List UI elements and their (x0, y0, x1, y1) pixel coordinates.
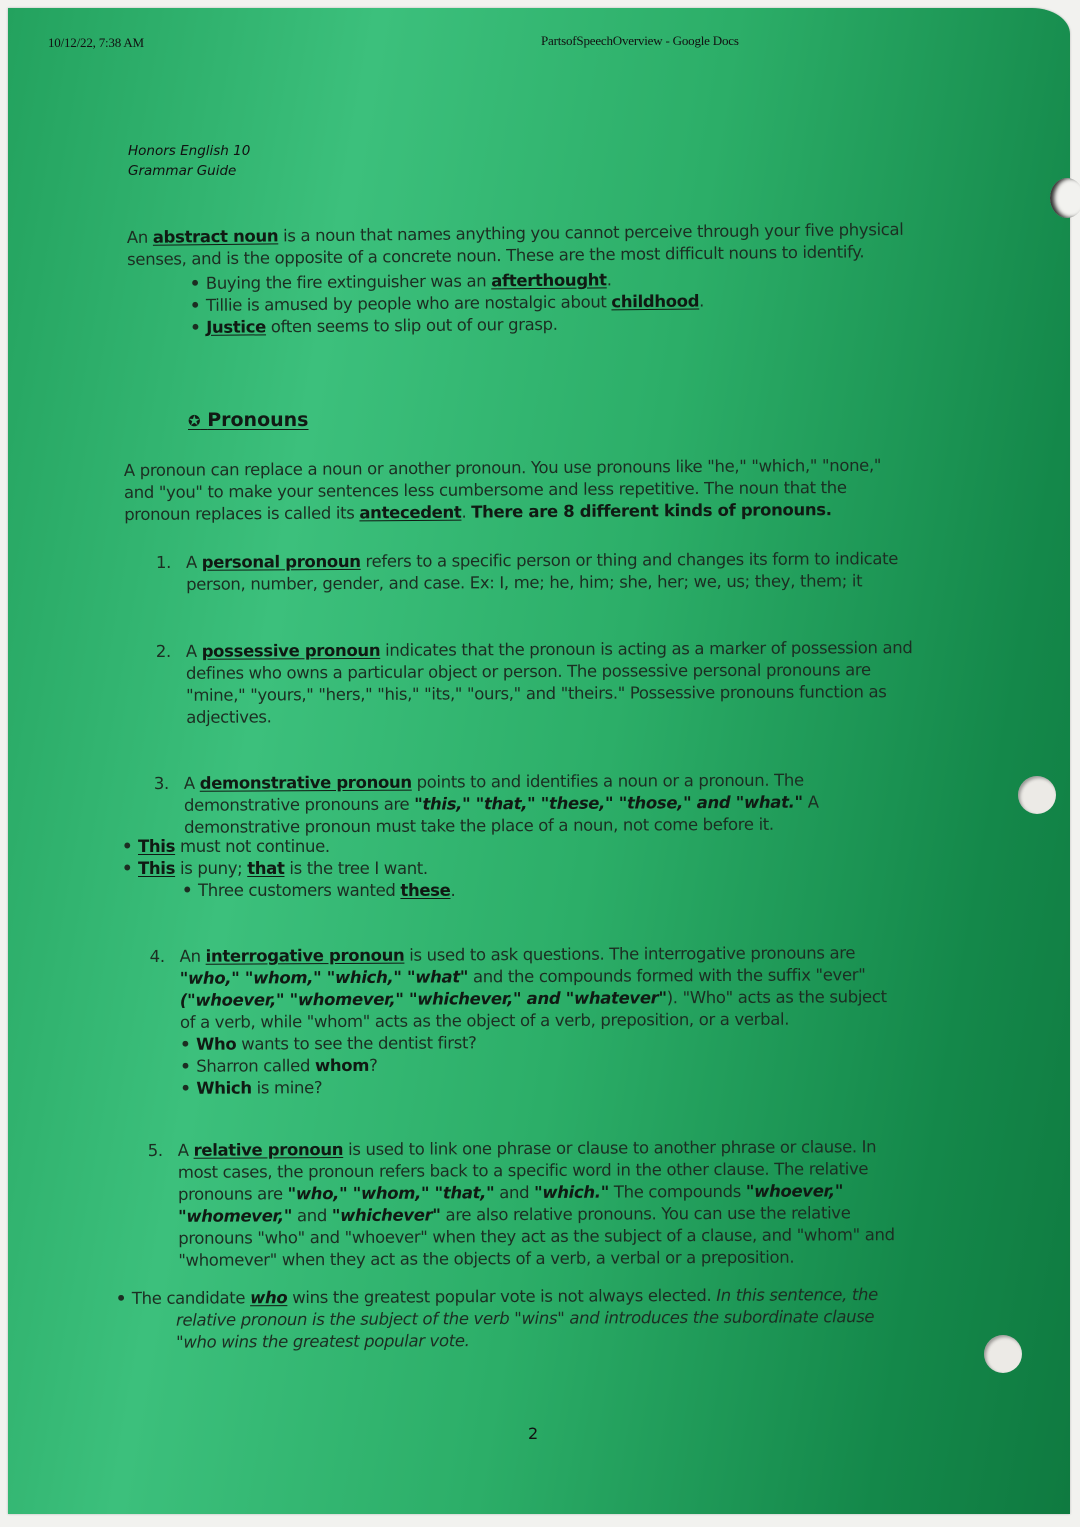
list-item: • Tillie is amused by people who are nostalgic about childhood. (190, 291, 704, 317)
abstract-noun-examples (190, 269, 705, 339)
star-circle-icon: ✪ (188, 412, 201, 430)
pronoun-type-possessive: 2. A possessive pronoun indicates that the pronoun is acting as a marker of possession and defines who owns a particular object or person. The possessive personal pronouns are "mine," "yours," "hers," "his," "its," "ours," and "theirs." Possessive pronouns function as adjectives. (155, 638, 913, 727)
course-subtitle: Grammar Guide (128, 163, 237, 179)
pronoun-type-relative: 5. A relative pronoun is used to link one phrase or clause to another phrase or clause. In most cases, the pronoun refers back to a specific word in the other clause. The relative pronouns are "who," "whom," "that," and "which." The compounds "whoever," "whomever," and "whichever" are also relative pronouns. You can use the relative pronouns "who" and "whoever" when they act as the subject of a clause, and "whom" and "whomever" when they act as the objects of a verb, a verbal or a preposition. (147, 1137, 895, 1270)
list-item: • Sharron called whom? (150, 1052, 887, 1078)
list-item: • Three customers wanted these. (122, 880, 455, 902)
list-item: • Who wants to see the dentist first? (150, 1030, 887, 1056)
relative-pronoun-example: • The candidate who wins the greatest popular vote is not always elected. In this sentence, the relative pronoun is the subject of the verb "wins" and introduces the subordinate clause "who wins the greatest popular vote. (116, 1284, 878, 1354)
pronoun-type-demonstrative: 3. A demonstrative pronoun points to and identifies a noun or a pronoun. The demonstrative pronouns are "this," "that," "these," "those," and "what." A demonstrative pronoun must take the place of a noun, not come before it. (153, 770, 819, 837)
abstract-noun-definition: An abstract noun is a noun that names anything you cannot perceive through your five physical senses, and is the opposite of a concrete noun. These are the most difficult nouns to identify. (126, 219, 904, 269)
term-antecedent: antecedent (359, 502, 462, 523)
pronoun-type-interrogative: 4. An interrogative pronoun is used to ask questions. The interrogative pronouns are "who," "whom," "which," "what" and the compounds formed with the suffix "ever" ("whoever," "whomever," "whichever," and "whatever"). "Who" acts as the subject of a verb, while "whom" acts as the object of a verb, preposition, or a verbal. • Who wants to see the dentist first? • Sharron called whom? • Which is mine? (150, 942, 888, 1100)
demonstrative-examples (122, 836, 455, 902)
print-datetime: 10/12/22, 7:38 AM (48, 35, 144, 50)
term-abstract-noun: abstract noun (152, 226, 279, 247)
list-item: • The candidate who wins the greatest popular vote is not always elected. In this sentence, the (116, 1284, 878, 1310)
list-item: • This is puny; that is the tree I want. (122, 858, 455, 880)
pronoun-type-personal: 1. A personal pronoun refers to a specific person or thing and changes its form to indicate person, number, gender, and case. Ex: I, me; he, him; she, her; we, us; they, them; it (155, 549, 899, 594)
binder-hole-middle (1018, 776, 1056, 814)
pronouns-intro: A pronoun can replace a noun or another pronoun. You use pronouns like "he," "which," "none," and "you" to make your sentences less cumbersome and less repetitive. The noun that the pronoun replaces is called its antecedent. There are 8 different kinds of pronouns. (123, 455, 882, 524)
section-heading-pronouns: ✪ Pronouns (188, 409, 309, 431)
page-number: 2 (528, 1424, 539, 1443)
list-item: • Buying the fire extinguisher was an afterthought. (190, 269, 704, 295)
binder-hole-top (1050, 178, 1080, 218)
course-title: Honors English 10 (128, 143, 251, 159)
list-item: • Justice often seems to slip out of our grasp. (190, 313, 704, 339)
list-item: • Which is mine? (150, 1074, 887, 1100)
print-doc-title: PartsofSpeechOverview - Google Docs (541, 33, 739, 48)
list-item: • This must not continue. (122, 836, 455, 858)
binder-hole-bottom (984, 1335, 1022, 1373)
